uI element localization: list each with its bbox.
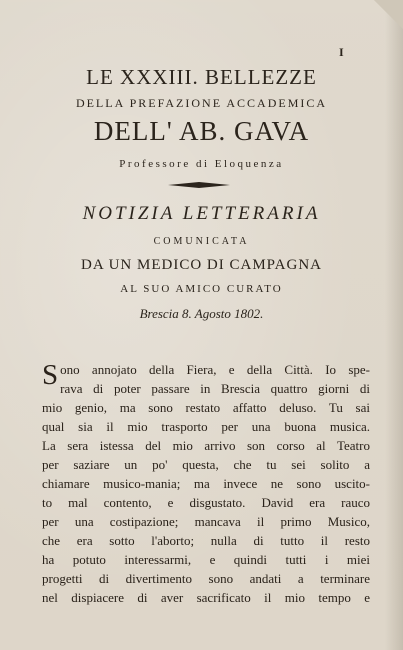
notice-title: NOTIZIA LETTERARIA [82, 203, 321, 224]
body-line: chiamare musico-mania; ma invece ne sono uscito- [42, 476, 370, 491]
body-line: qual sia il mio trasporto per una buona musica. [42, 419, 370, 434]
page-number: I [339, 45, 344, 59]
body-text [42, 360, 370, 607]
body-line: rava di poter passare in Brescia quattro giorni di [60, 381, 370, 396]
title-line-4: Professore di Eloquenza [119, 158, 284, 170]
body-line: per saziare un po' questa, che tu sei solito a [42, 457, 370, 472]
body-line: che era sotto l'aborto; nulla di tutto il resto [42, 533, 370, 548]
title-line-1: LE XXXIII. BELLEZZE [86, 65, 317, 89]
body-line: progetti di divertimento sono andati a terminare [42, 571, 370, 586]
dropcap: S [42, 359, 59, 391]
body-line: to mal contento, e disgustato. David era rauco [42, 495, 370, 510]
ornament-rule-icon [168, 182, 230, 188]
corner-fold [369, 0, 403, 30]
dateline: Brescia 8. Agosto 1802. [139, 306, 264, 321]
body-line: ono annojato della Fiera, e della Città. Io spe- [60, 362, 370, 377]
body-line: mio genio, ma sono restato affatto deluso. Tu sai [42, 400, 370, 415]
body-line: ha potuto interessarmi, e quindi tutti i miei [42, 552, 370, 567]
body-line: per una costipazione; mancava il primo Musico, [42, 514, 370, 529]
body-line: La sera istessa del mio arrivo son corso al Teatro [42, 438, 370, 453]
notice-line-2: DA UN MEDICO DI CAMPAGNA [81, 257, 322, 273]
body-line: nel dispiacere di aver sacrificato il mio tempo e [42, 590, 370, 605]
notice-line-1: COMUNICATA [153, 236, 250, 247]
notice-line-3: AL SUO AMICO CURATO [120, 283, 283, 295]
title-line-3: DELL' AB. GAVA [93, 116, 310, 146]
title-line-2: DELLA PREFAZIONE ACCADEMICA [75, 96, 328, 110]
